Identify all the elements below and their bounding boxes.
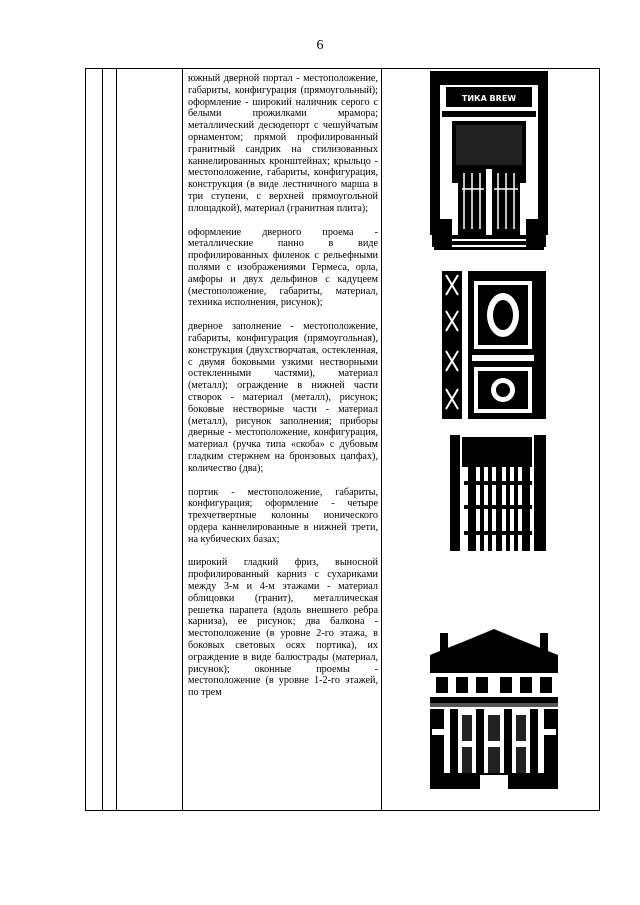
paragraph-south-portal: южный дверной портал - местоположение, габариты, конфигурация (прямоугольный); оформление - широкий наличник серого с белыми прожилками мрамора; металлический десюдепорт с чешуйчатым орнаментом; прямой профилированный гранитный сандрик на стилизованных каннелированных кронштейнах; крыльцо - местоположение, габариты, конфигурация, конструкция (в виде лестничного марша в три ступени, с верхней прямоугольной площадкой), материал (гранитная плита); (188, 73, 378, 214)
paragraph-portico: портик - местоположение, габариты, конфигурация; оформление - четыре трехчетвертные колонны ионического ордера каннелированные в нижней трети, на кубических базах; (188, 486, 378, 545)
paragraph-door-filling: дверное заполнение - местоположение, габариты, конфигурация (прямоугольная), конструкция (двухстворчатая, остекленная, с двумя боковыми узкими нестворными остекленными частями), материал (металл); ограждение в нижней части створок - материал (металл), рисунок; боковые нестворные части - материал (металл), рисунок заполнения; приборы дверные - местоположение, конфигурация, материал (ручка типа «скоба» с дубовым гладким стержнем на бронзовых цапфах), количество (два); (188, 321, 378, 474)
portal-sign-text: ТИКА BREW (461, 94, 517, 103)
photo-building-facade (430, 625, 558, 789)
paragraph-frieze: широкий гладкий фриз, выносной профилированный карниз с сухариками между 3-м и 4-м этажами - материал облицовки (гранит), металлическая решетка парапета (вдоль внешнего ребра карниза), ее рисунок; два балкона - местоположение (в уровне 2-го этажа, в боковых световых осях портика), их ограждение в виде балюстрады (материал, рисунок); оконные проемы - местоположение (в уровне 1-2-го этажей, по трем (188, 557, 378, 699)
column-divider-1 (102, 69, 103, 810)
column-divider-3 (182, 69, 183, 810)
column-divider-4 (381, 69, 382, 810)
photo-south-portal (428, 69, 550, 251)
column-divider-2 (116, 69, 117, 810)
photo-metal-panels (442, 271, 546, 419)
description-text (188, 73, 378, 711)
paragraph-door-decoration: оформление дверного проема - металлические панно в виде профилированных филенок с рельефными полями с изображениями Гермеса, орла, амфоры и двух дельфинов с кадуцеем (местоположение, габариты, материал, техника исполнения, рисунок); (188, 226, 378, 309)
photo-door-grille (450, 435, 546, 551)
description-table (85, 68, 600, 811)
page-number: 6 (316, 38, 324, 53)
